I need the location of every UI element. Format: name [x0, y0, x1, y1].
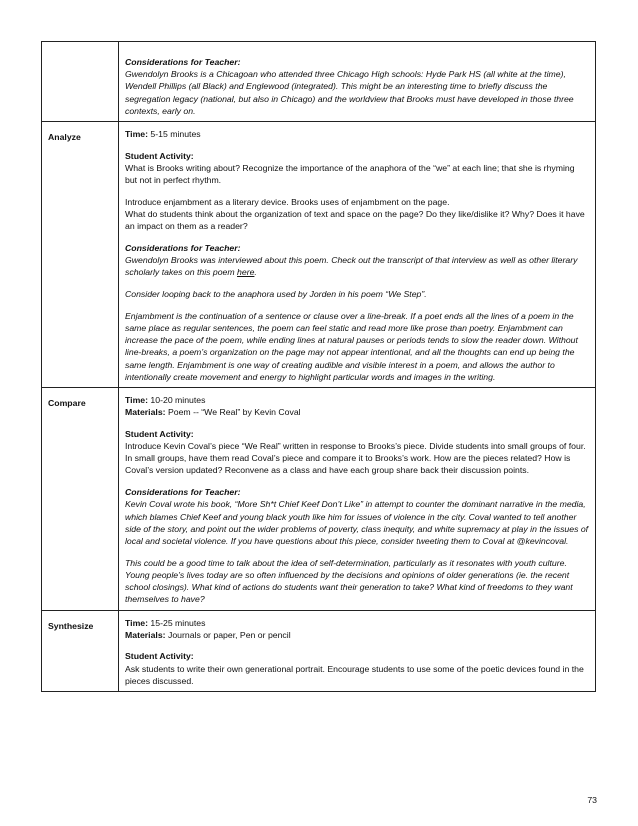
teacher-considerations-text [125, 254, 589, 278]
page-number: 73 [587, 795, 597, 805]
student-activity-text: Introduce Kevin Coval’s piece “We Real” written in response to Brooks’s piece. Divide students into small groups of four. In small groups, have them read Coval’s piece and compare it to Brooks’s work. How are the pieces related? How is Coval’s version updated? Reconvene as a class and have each group share back their discussion points. [125, 441, 586, 476]
interview-link[interactable]: here [237, 267, 255, 278]
student-activity-text: Ask students to write their own generational portrait. Encourage students to use some of the poetic devices found in the pieces discussed. [125, 663, 584, 686]
row-content-analyze [119, 122, 596, 388]
student-activity-text: What is Brooks writing about? Recognize the importance of the anaphora of the “we” at each line; that she is rhyming but not in perfect rhythm. [125, 162, 575, 186]
teacher-text-body: Gwendolyn Brooks was interviewed about this poem. Check out the transcript of that interview as well as other literary scholarly takes on this poem [125, 255, 578, 278]
teacher-considerations-heading: Considerations for Teacher: [125, 242, 241, 253]
self-determination-note: This could be a good time to talk about the idea of self-determination, particularly as it resonates with youth culture. Young people’s lives today are so often influenced by the decisions and opinions of older generations (ie. the recent school closings). What kind of actions do students want their generation to take? What kind of freedoms to they want themselves to have? [125, 557, 573, 605]
row-label-synthesize: Synthesize [42, 610, 119, 692]
teacher-text-end: . [254, 267, 257, 278]
student-activity-heading: Student Activity: [125, 428, 194, 439]
teacher-considerations-text: Kevin Coval wrote his book, “More Sh*t Chief Keef Don’t Like” in attempt to counter the dominant narrative in the media, which blames Chief Keef and young black youth like him for issues of violence in the city. Coval wanted to tell another side of the story, and point out the wider problems of poverty, class inequity, and white supremacy at play in the issues of local and societal violence. If you have questions about this piece, consider tweeting them to Coval at @kevincoval. [125, 499, 589, 546]
materials-label: Materials: [125, 407, 166, 418]
row-label-analyze: Analyze [42, 122, 119, 388]
enjambment-questions: What do students think about the organization of text and space on the page? Do they like/dislike it? Why? Does it have an impact on them as a reader? [125, 209, 585, 232]
row-content-synthesize [119, 610, 596, 692]
enjambment-intro: Introduce enjambment as a literary device. Brooks uses of enjambment on the page. [125, 196, 450, 207]
materials-line [125, 406, 589, 418]
time-value: 10-20 minutes [148, 394, 206, 405]
student-activity-heading: Student Activity: [125, 150, 194, 161]
table-row-synthesize [42, 610, 596, 692]
time-label: Time: [125, 394, 149, 405]
time-line [125, 394, 589, 406]
row-content-compare [119, 387, 596, 610]
lesson-plan-table [41, 41, 596, 692]
row-content-considerations [119, 42, 596, 122]
time-label: Time: [125, 129, 149, 140]
time-line [125, 617, 589, 629]
looping-note: Consider looping back to the anaphora used by Jorden in his poem “We Step”. [125, 289, 427, 300]
teacher-considerations-heading: Considerations for Teacher: [125, 57, 241, 67]
row-label-empty [42, 42, 119, 122]
time-label: Time: [125, 617, 149, 628]
teacher-considerations-text: Gwendolyn Brooks is a Chicagoan who attended three Chicago High schools: Hyde Park HS (all white at the time), Wendell Phillips (all Black) and Englewood (integrated). This might be an interesting time to briefly discuss the segregation legacy (national, but also in Chicago) and the worldview that Brooks must have developed in those three contexts, early on. [125, 69, 574, 116]
time-line [125, 128, 589, 140]
enjambment-definition: Enjambment is the continuation of a sentence or clause over a line-break. If a poet ends all the lines of a poem in the same place as regular sentences, the poem can feel static and read more like prose than poetry. Enjambment can increase the pace of the poem, while ending lines at natural pauses or periods tends to slow the reader down. Without line-breaks, a poem’s organization on the page may not appear intentional, and all the thoughts can end up being the same length. Enjambment is one way of creating audible and visible interest in a poem, and allows the author to intentionally create movement and energy to highlight particular words and images in the writing. [125, 310, 578, 382]
materials-label: Materials: [125, 629, 166, 640]
materials-value: Journals or paper, Pen or pencil [165, 629, 291, 640]
teacher-considerations-heading: Considerations for Teacher: [125, 487, 241, 498]
table-row-analyze [42, 122, 596, 388]
time-value: 5-15 minutes [148, 129, 201, 140]
time-value: 15-25 minutes [148, 617, 206, 628]
table-row-considerations [42, 42, 596, 122]
student-activity-heading: Student Activity: [125, 651, 194, 662]
table-row-compare [42, 387, 596, 610]
row-label-compare: Compare [42, 387, 119, 610]
materials-line [125, 629, 589, 641]
materials-value: Poem -- “We Real” by Kevin Coval [165, 407, 301, 418]
